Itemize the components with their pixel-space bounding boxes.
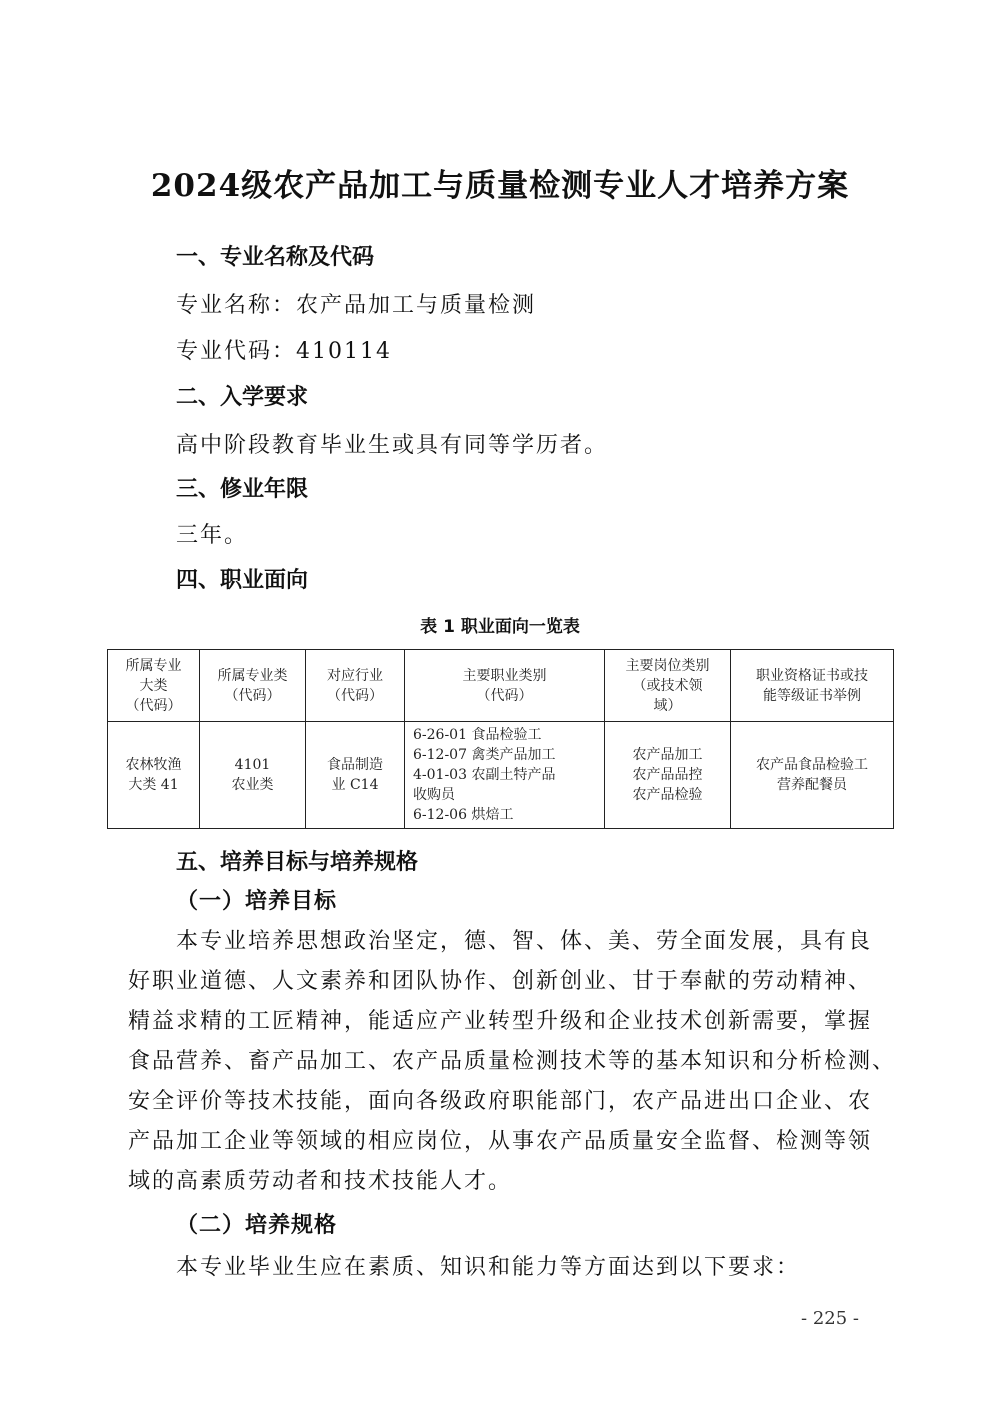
section-heading-major: 一、专业名称及代码 (176, 245, 375, 270)
goal-paragraph: 本专业培养思想政治坚定，德、智、体、美、劳全面发展，具有良 好职业道德、人文素养和团队协作、创新创业、甘于奉献的劳动精神、 精益求精的工匠精神，能适应产业转型升级和企业技术创新需要，掌握 食品营养、畜产品加工、农产品质量检测技术等的基本知识和分析检测、 安全评价等技术技能，面向各级政府职能部门，农产品进出口企业、农 产品加工企业等领域的相应岗位，从事农产品质量安全监督、检测等领 域的高素质劳动者和技术技能人才。 (128, 929, 897, 1194)
table-cell: 农产品加工 农产品品控 农产品检验 (605, 722, 731, 829)
major-name-line: 专业名称：农产品加工与质量检测 (176, 293, 537, 318)
page-number: - 225 - (801, 1308, 859, 1329)
page-title: 2024级农产品加工与质量检测专业人才培养方案 (150, 168, 850, 204)
table-cell: 4101 农业类 (200, 722, 306, 829)
section-heading-admission: 二、入学要求 (176, 385, 309, 410)
spec-text: 本专业毕业生应在素质、知识和能力等方面达到以下要求： (176, 1255, 801, 1280)
table-cell: 农林牧渔 大类 41 (108, 722, 200, 829)
duration-text: 三年。 (176, 523, 249, 548)
career-table (107, 649, 894, 829)
table-cell: 农产品食品检验工 营养配餐员 (731, 722, 894, 829)
table-row (108, 722, 894, 829)
header-cell: 所属专业 大类 （代码） (108, 650, 200, 722)
section-heading-goals: 五、培养目标与培养规格 (176, 850, 419, 875)
table-caption: 表 1 职业面向一览表 (420, 617, 580, 637)
header-cell: 主要职业类别 （代码） (405, 650, 605, 722)
section-heading-career: 四、职业面向 (176, 568, 309, 593)
table-cell: 食品制造 业 C14 (306, 722, 405, 829)
header-cell: 对应行业 （代码） (306, 650, 405, 722)
section-heading-duration: 三、修业年限 (176, 477, 309, 502)
subheading-goal: （一）培养目标 (176, 888, 338, 914)
major-code-line: 专业代码：410114 (176, 339, 392, 364)
header-cell: 职业资格证书或技 能等级证书举例 (731, 650, 894, 722)
subheading-spec: （二）培养规格 (176, 1212, 338, 1238)
header-cell: 主要岗位类别 （或技术领 域） (605, 650, 731, 722)
admission-text: 高中阶段教育毕业生或具有同等学历者。 (176, 433, 609, 458)
table-header-row (108, 650, 894, 722)
header-cell: 所属专业类 （代码） (200, 650, 306, 722)
table-cell: 6-26-01 食品检验工 6-12-07 禽类产品加工 4-01-03 农副土特产品 收购员 6-12-06 烘焙工 (405, 722, 605, 829)
